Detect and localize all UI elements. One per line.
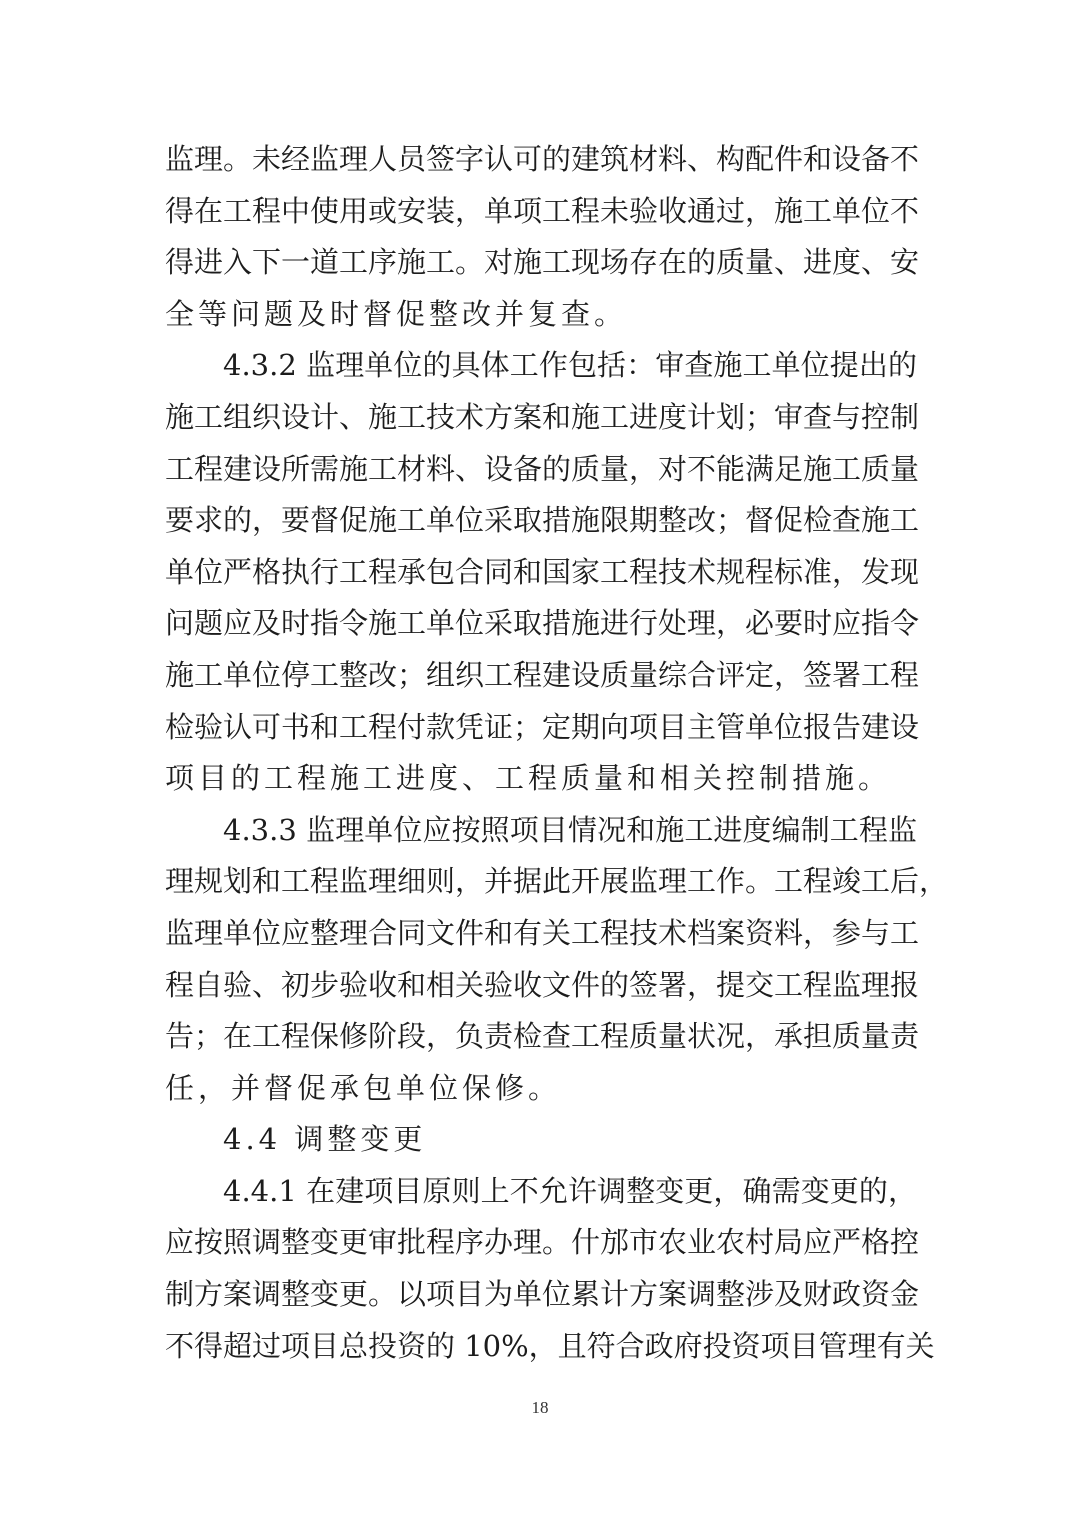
text-line: 得在工程中使用或安装，单项工程未验收通过，施工单位不 xyxy=(165,193,920,228)
text-line: 得进入下一道工序施工。对施工现场存在的质量、进度、安 xyxy=(165,245,920,280)
text-line: 不得超过项目总投资的 10%，且符合政府投资项目管理有关 xyxy=(165,1328,935,1363)
text-line: 理规划和工程监理细则，并据此开展监理工作。工程竣工后， xyxy=(165,864,949,899)
text-line: 全等问题及时督促整改并复查。 xyxy=(165,296,628,331)
text-line: 监理。未经监理人员签字认可的建筑材料、构配件和设备不 xyxy=(165,142,920,176)
text-line: 告；在工程保修阶段，负责检查工程质量状况，承担质量责 xyxy=(165,1019,920,1054)
text-line: 施工单位停工整改；组织工程建设质量综合评定，签署工程 xyxy=(165,657,920,692)
section-4-4-heading: 4.4 调整变更 xyxy=(223,1122,427,1157)
text-line: 问题应及时指令施工单位采取措施进行处理，必要时应指令 xyxy=(165,606,920,641)
section-4-3-2-heading-line: 4.3.2 监理单位的具体工作包括：审查施工单位提出的 xyxy=(223,348,917,383)
text-line: 监理单位应整理合同文件和有关工程技术档案资料，参与工 xyxy=(165,915,920,950)
section-4-4-1-heading-line: 4.4.1 在建项目原则上不允许调整变更，确需变更的， xyxy=(223,1173,917,1208)
page-number: 18 xyxy=(531,1398,549,1417)
text-line: 要求的，要督促施工单位采取措施限期整改；督促检查施工 xyxy=(165,503,920,538)
text-line: 检验认可书和工程付款凭证；定期向项目主管单位报告建设 xyxy=(165,709,920,744)
text-line: 项目的工程施工进度、工程质量和相关控制措施。 xyxy=(165,761,892,796)
body-text xyxy=(165,134,949,1372)
text-line: 任，并督促承包单位保修。 xyxy=(165,1070,562,1105)
text-line: 施工组织设计、施工技术方案和施工进度计划；审查与控制 xyxy=(165,399,920,434)
text-line: 程自验、初步验收和相关验收文件的签署，提交工程监理报 xyxy=(165,967,920,1002)
text-line: 单位严格执行工程承包合同和国家工程技术规程标准，发现 xyxy=(165,554,920,589)
section-4-3-3-heading-line: 4.3.3 监理单位应按照项目情况和施工进度编制工程监 xyxy=(223,812,917,847)
text-line: 工程建设所需施工材料、设备的质量，对不能满足施工质量 xyxy=(165,451,920,486)
text-line: 应按照调整变更审批程序办理。什邡市农业农村局应严格控 xyxy=(165,1225,920,1260)
text-line: 制方案调整变更。以项目为单位累计方案调整涉及财政资金 xyxy=(165,1277,920,1312)
